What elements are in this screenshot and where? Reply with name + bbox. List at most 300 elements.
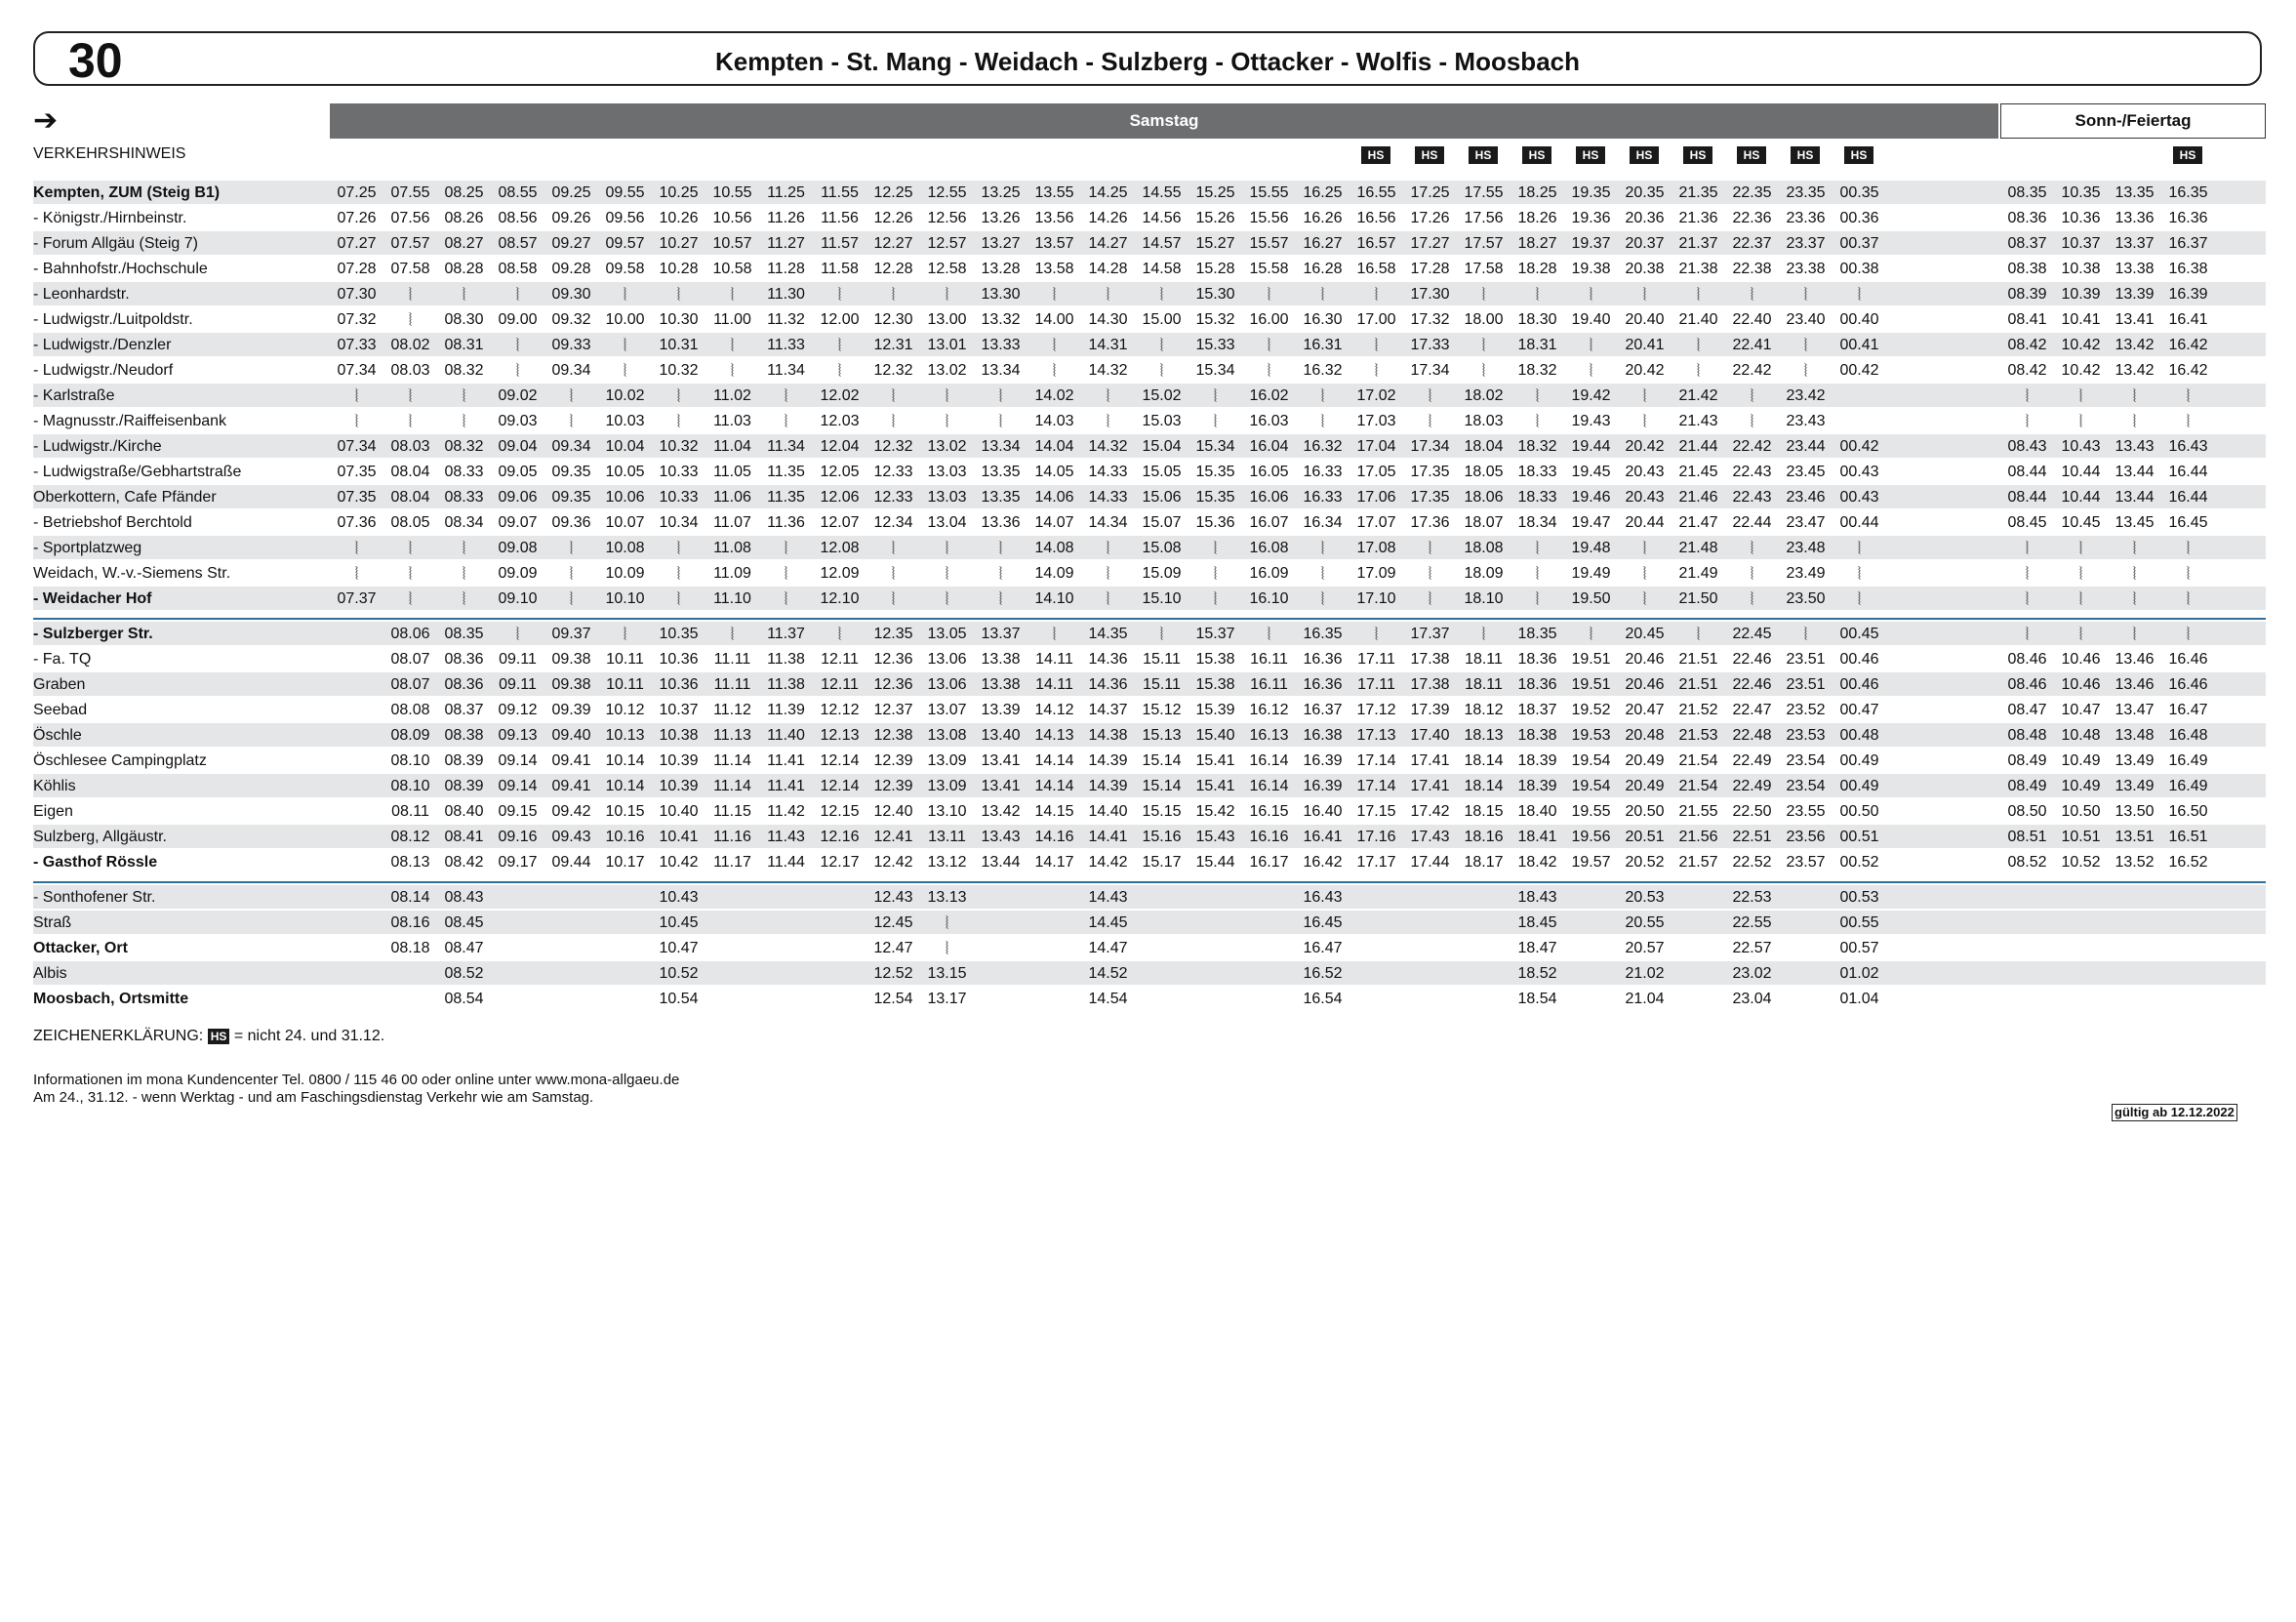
departure-time: 12.33 xyxy=(873,464,913,480)
departure-time: 15.57 xyxy=(1249,235,1289,252)
pass-through-icon: ⦚ xyxy=(676,589,681,609)
departure-time: 15.30 xyxy=(1195,286,1235,303)
departure-time: 15.14 xyxy=(1142,752,1182,769)
departure-time xyxy=(1886,409,1940,434)
pass-through-icon: ⦚ xyxy=(569,564,574,584)
departure-time xyxy=(1886,672,1940,698)
departure-time: 16.17 xyxy=(1249,854,1289,871)
stop-name: Ottacker, Ort xyxy=(33,940,128,956)
departure-time: 10.49 xyxy=(2061,752,2101,769)
departure-time xyxy=(1188,885,1242,911)
pass-through-icon: ⦚ xyxy=(891,539,896,558)
departure-time xyxy=(1886,282,1940,307)
departure-time: 09.38 xyxy=(551,651,591,668)
departure-time: 21.45 xyxy=(1678,464,1718,480)
departure-time: 14.30 xyxy=(1088,311,1128,328)
departure-time xyxy=(1564,961,1618,987)
departure-time: 16.43 xyxy=(2168,438,2208,455)
departure-time: 16.56 xyxy=(1356,210,1396,226)
pass-through-icon: ⦚ xyxy=(1428,539,1432,558)
pass-through-icon: ⦚ xyxy=(2186,564,2191,584)
departure-time: 16.51 xyxy=(2168,829,2208,845)
departure-time: 15.16 xyxy=(1142,829,1182,845)
departure-time: 08.10 xyxy=(390,778,430,794)
departure-time: 15.32 xyxy=(1195,311,1235,328)
departure-time xyxy=(813,987,866,1012)
departure-time: 11.04 xyxy=(713,438,751,455)
departure-time: 23.56 xyxy=(1786,829,1826,845)
departure-time: 11.34 xyxy=(767,438,805,455)
departure-time: 18.14 xyxy=(1464,752,1504,769)
pass-through-icon: ⦚ xyxy=(2078,386,2083,406)
departure-time: 09.15 xyxy=(498,803,538,820)
departure-time xyxy=(1886,485,1940,510)
departure-time: 08.32 xyxy=(444,362,484,379)
pass-through-icon: ⦚ xyxy=(1642,539,1647,558)
departure-time: 16.44 xyxy=(2168,464,2208,480)
departure-time: 23.42 xyxy=(1786,387,1826,404)
pass-through-icon: ⦚ xyxy=(998,412,1003,431)
departure-time: 14.31 xyxy=(1088,337,1128,353)
departure-time: 15.02 xyxy=(1142,387,1182,404)
departure-time: 12.37 xyxy=(873,702,913,718)
departure-time xyxy=(383,987,437,1012)
departure-time: 13.42 xyxy=(2115,362,2155,379)
departure-time xyxy=(1349,936,1403,961)
departure-time: 08.50 xyxy=(2007,803,2047,820)
stop-name: - Leonhardstr. xyxy=(33,286,130,303)
departure-time: 17.38 xyxy=(1410,651,1450,668)
departure-time: 21.56 xyxy=(1678,829,1718,845)
departure-time: 01.02 xyxy=(1839,965,1879,982)
departure-time xyxy=(1672,911,1725,936)
departure-time: 19.54 xyxy=(1571,752,1611,769)
pass-through-icon: ⦚ xyxy=(1374,361,1379,381)
departure-time: 10.45 xyxy=(2061,514,2101,531)
pass-through-icon: ⦚ xyxy=(1428,589,1432,609)
departure-time: 08.06 xyxy=(390,626,430,642)
departure-time: 00.41 xyxy=(1839,337,1879,353)
pass-through-icon: ⦚ xyxy=(1106,539,1110,558)
departure-time: 10.57 xyxy=(712,235,752,252)
departure-time: 14.40 xyxy=(1088,803,1128,820)
departure-time: 17.11 xyxy=(1357,676,1395,693)
departure-time: 12.06 xyxy=(820,489,860,506)
departure-time: 16.45 xyxy=(2168,514,2208,531)
departure-time: 10.36 xyxy=(659,651,699,668)
departure-time: 15.04 xyxy=(1142,438,1182,455)
departure-time: 22.43 xyxy=(1732,464,1772,480)
departure-time: 08.18 xyxy=(390,940,430,956)
pass-through-icon: ⦚ xyxy=(1696,361,1701,381)
pass-through-icon: ⦚ xyxy=(2078,539,2083,558)
departure-time: 10.08 xyxy=(605,540,645,556)
departure-time: 15.58 xyxy=(1249,261,1289,277)
departure-time xyxy=(1672,885,1725,911)
departure-time xyxy=(1886,825,1940,850)
departure-time xyxy=(1833,384,1886,409)
departure-time: 17.12 xyxy=(1356,702,1396,718)
departure-time: 07.36 xyxy=(337,514,377,531)
departure-time: 19.51 xyxy=(1571,651,1611,668)
departure-time: 15.43 xyxy=(1195,829,1235,845)
departure-time: 11.38 xyxy=(767,651,805,668)
departure-time: 14.32 xyxy=(1088,362,1128,379)
departure-time xyxy=(1135,987,1188,1012)
departure-time: 08.52 xyxy=(444,965,484,982)
stop-row xyxy=(33,307,2268,333)
pass-through-icon: ⦚ xyxy=(1374,625,1379,644)
departure-time: 09.12 xyxy=(498,702,538,718)
departure-time: 15.41 xyxy=(1195,778,1235,794)
departure-time: 16.28 xyxy=(1303,261,1343,277)
departure-time: 21.42 xyxy=(1678,387,1718,404)
departure-time: 11.11 xyxy=(713,676,751,693)
departure-time: 10.36 xyxy=(659,676,699,693)
departure-time: 11.38 xyxy=(767,676,805,693)
departure-time: 23.54 xyxy=(1786,752,1826,769)
departure-time: 10.03 xyxy=(605,413,645,429)
departure-time: 23.43 xyxy=(1786,413,1826,429)
departure-time: 00.49 xyxy=(1839,778,1879,794)
departure-time: 09.03 xyxy=(498,413,538,429)
departure-time: 15.11 xyxy=(1143,651,1181,668)
departure-time: 07.33 xyxy=(337,337,377,353)
departure-time: 09.11 xyxy=(499,676,537,693)
pass-through-icon: ⦚ xyxy=(1428,412,1432,431)
departure-time: 23.40 xyxy=(1786,311,1826,328)
departure-time: 09.11 xyxy=(499,651,537,668)
pass-through-icon: ⦚ xyxy=(2025,386,2030,406)
pass-through-icon: ⦚ xyxy=(462,386,466,406)
departure-time xyxy=(330,749,383,774)
departure-time: 08.48 xyxy=(2007,727,2047,744)
pass-through-icon: ⦚ xyxy=(1159,336,1164,355)
departure-time: 13.04 xyxy=(927,514,967,531)
departure-time: 09.16 xyxy=(498,829,538,845)
departure-time xyxy=(330,774,383,799)
stop-name: Eigen xyxy=(33,803,73,820)
departure-time: 11.32 xyxy=(767,311,805,328)
departure-time: 13.08 xyxy=(927,727,967,744)
departure-time: 21.37 xyxy=(1678,235,1718,252)
departure-time: 00.44 xyxy=(1839,514,1879,531)
departure-time: 14.36 xyxy=(1088,676,1128,693)
departure-time: 09.30 xyxy=(551,286,591,303)
departure-time xyxy=(1779,885,1833,911)
departure-time: 12.09 xyxy=(820,565,860,582)
stop-name: - Karlstraße xyxy=(33,387,115,404)
departure-time: 10.26 xyxy=(659,210,699,226)
stop-row xyxy=(33,774,2268,799)
departure-time: 00.43 xyxy=(1839,464,1879,480)
departure-time: 20.46 xyxy=(1625,651,1665,668)
departure-time xyxy=(705,961,759,987)
departure-time: 12.13 xyxy=(820,727,860,744)
departure-time: 11.08 xyxy=(713,540,751,556)
departure-time: 19.35 xyxy=(1571,184,1611,201)
departure-time: 17.30 xyxy=(1410,286,1450,303)
pass-through-icon: ⦚ xyxy=(730,336,735,355)
departure-time: 19.38 xyxy=(1571,261,1611,277)
departure-time: 07.30 xyxy=(337,286,377,303)
departure-time xyxy=(1833,409,1886,434)
departure-time: 10.56 xyxy=(712,210,752,226)
departure-time: 11.00 xyxy=(713,311,751,328)
departure-time: 16.08 xyxy=(1249,540,1289,556)
departure-time: 08.39 xyxy=(2007,286,2047,303)
departure-time: 08.08 xyxy=(390,702,430,718)
departure-time: 16.35 xyxy=(1303,626,1343,642)
departure-time: 09.27 xyxy=(551,235,591,252)
departure-time: 10.43 xyxy=(659,889,699,906)
departure-time: 20.49 xyxy=(1625,752,1665,769)
departure-time: 18.43 xyxy=(1517,889,1557,906)
departure-time: 10.35 xyxy=(2061,184,2101,201)
departure-time xyxy=(330,850,383,875)
departure-time: 19.40 xyxy=(1571,311,1611,328)
departure-time: 16.36 xyxy=(2168,210,2208,226)
legend-label: ZEICHENERKLÄRUNG: xyxy=(33,1028,204,1044)
departure-time: 18.36 xyxy=(1517,676,1557,693)
pass-through-icon: ⦚ xyxy=(1589,361,1593,381)
departure-time: 17.42 xyxy=(1410,803,1450,820)
stop-name: Straß xyxy=(33,914,72,931)
stop-name: - Forum Allgäu (Steig 7) xyxy=(33,235,198,252)
departure-time xyxy=(1886,885,1940,911)
pass-through-icon: ⦚ xyxy=(837,361,842,381)
departure-time: 16.46 xyxy=(2168,676,2208,693)
departure-time xyxy=(330,987,383,1012)
stop-name: Seebad xyxy=(33,702,88,718)
departure-time: 11.43 xyxy=(767,829,805,845)
pass-through-icon: ⦚ xyxy=(2132,386,2137,406)
hs-badge: HS xyxy=(2173,146,2202,164)
departure-time: 08.44 xyxy=(2007,464,2047,480)
pass-through-icon: ⦚ xyxy=(1106,589,1110,609)
pass-through-icon: ⦚ xyxy=(1213,539,1218,558)
departure-time: 20.42 xyxy=(1625,362,1665,379)
stop-name: Sulzberg, Allgäustr. xyxy=(33,829,167,845)
pass-through-icon: ⦚ xyxy=(891,412,896,431)
saturday-header: Samstag xyxy=(330,103,1998,139)
departure-time: 22.44 xyxy=(1732,514,1772,531)
departure-time xyxy=(974,885,1027,911)
departure-time xyxy=(974,961,1027,987)
stop-name: - Bahnhofstr./Hochschule xyxy=(33,261,208,277)
departure-time: 12.33 xyxy=(873,489,913,506)
departure-time xyxy=(1188,961,1242,987)
departure-time: 12.00 xyxy=(820,311,860,328)
header-box xyxy=(33,31,2262,86)
departure-time: 08.42 xyxy=(2007,337,2047,353)
departure-time: 16.38 xyxy=(1303,727,1343,744)
departure-time: 15.07 xyxy=(1142,514,1182,531)
departure-time: 17.13 xyxy=(1356,727,1396,744)
departure-time xyxy=(544,936,598,961)
departure-time xyxy=(330,698,383,723)
legend-text: = nicht 24. und 31.12. xyxy=(233,1028,385,1044)
departure-time: 08.46 xyxy=(2007,651,2047,668)
departure-time: 15.27 xyxy=(1195,235,1235,252)
pass-through-icon: ⦚ xyxy=(945,285,949,304)
departure-time: 12.57 xyxy=(927,235,967,252)
pass-through-icon: ⦚ xyxy=(462,564,466,584)
pass-through-icon: ⦚ xyxy=(2132,564,2137,584)
departure-time: 09.58 xyxy=(605,261,645,277)
departure-time xyxy=(330,961,383,987)
departure-time: 08.47 xyxy=(2007,702,2047,718)
departure-time: 11.09 xyxy=(713,565,751,582)
departure-time: 11.25 xyxy=(767,184,805,201)
departure-time: 15.08 xyxy=(1142,540,1182,556)
departure-time xyxy=(1672,961,1725,987)
departure-time xyxy=(2054,961,2108,987)
departure-time xyxy=(544,885,598,911)
departure-time: 08.36 xyxy=(444,651,484,668)
pass-through-icon: ⦚ xyxy=(1642,412,1647,431)
departure-time: 00.43 xyxy=(1839,489,1879,506)
departure-time: 00.42 xyxy=(1839,362,1879,379)
departure-time xyxy=(1242,961,1296,987)
departure-time: 08.39 xyxy=(444,752,484,769)
hs-badge: HS xyxy=(1361,146,1390,164)
departure-time: 14.55 xyxy=(1142,184,1182,201)
departure-time xyxy=(759,911,813,936)
departure-time xyxy=(759,987,813,1012)
departure-time: 23.55 xyxy=(1786,803,1826,820)
departure-time xyxy=(1349,885,1403,911)
departure-time: 16.12 xyxy=(1249,702,1289,718)
departure-time: 10.28 xyxy=(659,261,699,277)
pass-through-icon: ⦚ xyxy=(408,386,413,406)
departure-time: 15.33 xyxy=(1195,337,1235,353)
pass-through-icon: ⦚ xyxy=(1267,336,1271,355)
departure-time: 16.43 xyxy=(1303,889,1343,906)
departure-time: 15.15 xyxy=(1142,803,1182,820)
departure-time: 00.46 xyxy=(1839,676,1879,693)
departure-time xyxy=(1564,987,1618,1012)
departure-time: 14.13 xyxy=(1034,727,1074,744)
departure-time: 12.35 xyxy=(873,626,913,642)
pass-through-icon: ⦚ xyxy=(2186,539,2191,558)
departure-time: 18.17 xyxy=(1464,854,1504,871)
departure-time: 08.36 xyxy=(444,676,484,693)
stop-row xyxy=(33,257,2268,282)
departure-time: 11.34 xyxy=(767,362,805,379)
pass-through-icon: ⦚ xyxy=(1535,564,1540,584)
departure-time xyxy=(2000,936,2054,961)
pass-through-icon: ⦚ xyxy=(730,361,735,381)
departure-time: 13.01 xyxy=(927,337,967,353)
departure-time xyxy=(1886,181,1940,206)
departure-time: 17.16 xyxy=(1356,829,1396,845)
departure-time: 17.04 xyxy=(1356,438,1396,455)
departure-time: 15.42 xyxy=(1195,803,1235,820)
departure-time: 13.38 xyxy=(981,676,1021,693)
departure-time: 17.37 xyxy=(1410,626,1450,642)
departure-time: 10.54 xyxy=(659,991,699,1007)
departure-time: 21.38 xyxy=(1678,261,1718,277)
departure-time: 08.11 xyxy=(391,803,429,820)
departure-time xyxy=(598,885,652,911)
departure-time: 16.54 xyxy=(1303,991,1343,1007)
departure-time xyxy=(2000,885,2054,911)
departure-time: 22.55 xyxy=(1732,914,1772,931)
departure-time: 16.57 xyxy=(1356,235,1396,252)
departure-time: 14.39 xyxy=(1088,752,1128,769)
pass-through-icon: ⦚ xyxy=(515,285,520,304)
departure-time xyxy=(1886,911,1940,936)
departure-time: 22.53 xyxy=(1732,889,1772,906)
pass-through-icon: ⦚ xyxy=(2132,589,2137,609)
pass-through-icon: ⦚ xyxy=(945,539,949,558)
pass-through-icon: ⦚ xyxy=(1857,539,1862,558)
departure-time: 14.02 xyxy=(1034,387,1074,404)
departure-time: 08.14 xyxy=(390,889,430,906)
stop-row xyxy=(33,825,2268,850)
departure-time: 10.10 xyxy=(605,590,645,607)
pass-through-icon: ⦚ xyxy=(945,386,949,406)
departure-time: 10.32 xyxy=(659,438,699,455)
departure-time: 18.03 xyxy=(1464,413,1504,429)
departure-time: 09.39 xyxy=(551,702,591,718)
departure-time: 00.38 xyxy=(1839,261,1879,277)
departure-time: 09.35 xyxy=(551,464,591,480)
departure-time: 18.31 xyxy=(1517,337,1557,353)
departure-time: 16.39 xyxy=(1303,752,1343,769)
departure-time: 14.09 xyxy=(1034,565,1074,582)
pass-through-icon: ⦚ xyxy=(1750,589,1754,609)
departure-time xyxy=(330,647,383,672)
departure-time: 11.35 xyxy=(767,464,805,480)
pass-through-icon: ⦚ xyxy=(2025,564,2030,584)
departure-time: 16.14 xyxy=(1249,778,1289,794)
departure-time: 17.06 xyxy=(1356,489,1396,506)
departure-time: 18.14 xyxy=(1464,778,1504,794)
departure-time: 00.55 xyxy=(1839,914,1879,931)
departure-time: 13.44 xyxy=(981,854,1021,871)
departure-time: 13.40 xyxy=(981,727,1021,744)
departure-time xyxy=(1027,936,1081,961)
departure-time: 08.30 xyxy=(444,311,484,328)
departure-time: 20.53 xyxy=(1625,889,1665,906)
departure-time: 07.37 xyxy=(337,590,377,607)
pass-through-icon: ⦚ xyxy=(676,539,681,558)
departure-time: 17.08 xyxy=(1356,540,1396,556)
departure-time: 21.35 xyxy=(1678,184,1718,201)
departure-time: 18.02 xyxy=(1464,387,1504,404)
pass-through-icon: ⦚ xyxy=(408,539,413,558)
pass-through-icon: ⦚ xyxy=(623,625,627,644)
departure-time: 12.05 xyxy=(820,464,860,480)
departure-time: 10.16 xyxy=(605,829,645,845)
departure-time: 17.44 xyxy=(1410,854,1450,871)
departure-time xyxy=(1135,936,1188,961)
departure-time: 16.47 xyxy=(1303,940,1343,956)
departure-time xyxy=(974,936,1027,961)
departure-time: 08.27 xyxy=(444,235,484,252)
departure-time: 10.25 xyxy=(659,184,699,201)
departure-time: 09.42 xyxy=(551,803,591,820)
departure-time: 10.31 xyxy=(659,337,699,353)
departure-time: 16.31 xyxy=(1303,337,1343,353)
departure-time: 10.30 xyxy=(659,311,699,328)
departure-time: 16.03 xyxy=(1249,413,1289,429)
departure-time: 13.46 xyxy=(2115,651,2155,668)
departure-time: 10.13 xyxy=(605,727,645,744)
stop-row xyxy=(33,409,2268,434)
